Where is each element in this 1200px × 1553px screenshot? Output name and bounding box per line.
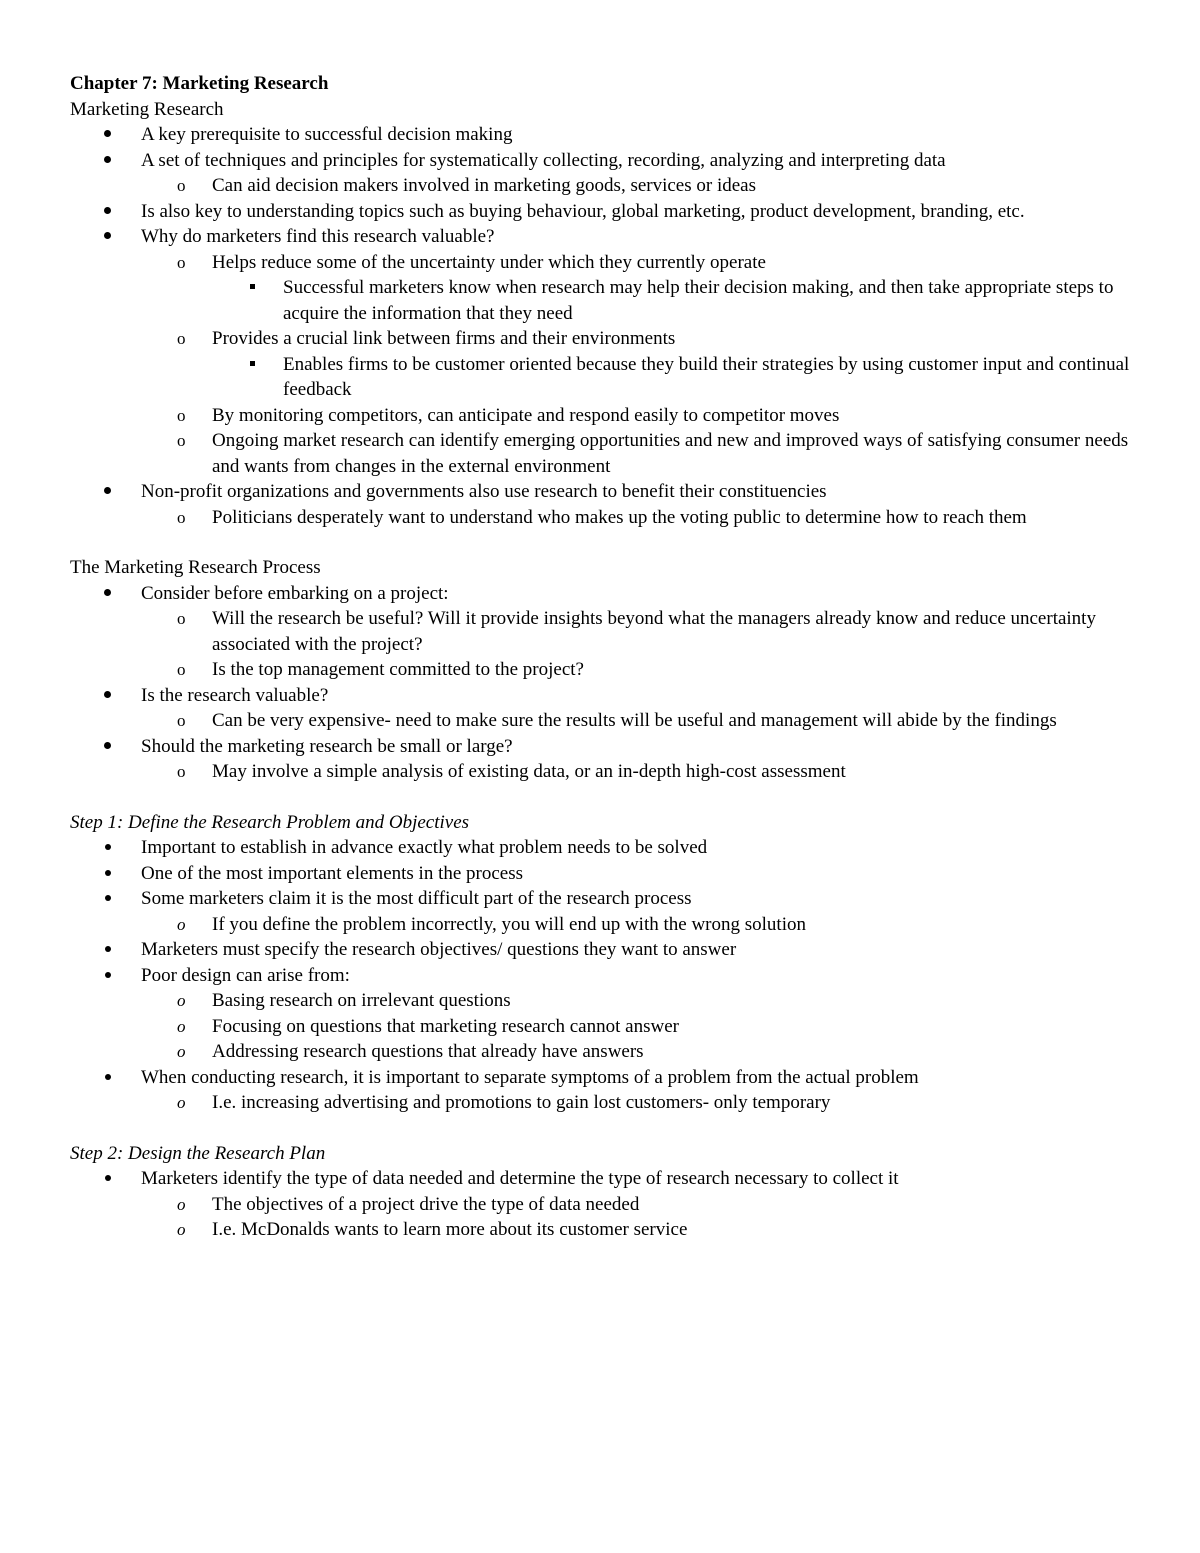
list-item: Consider before embarking on a project: [141,582,449,604]
circle-bullet-icon: o [177,507,186,527]
circle-bullet-icon: o [177,329,186,348]
list-item: o Is the top management committed to the project? [70,657,1130,683]
list-item: One of the most important elements in the process [141,862,524,884]
list-item: Non-profit organizations and governments also use research to benefit their constituencies [141,481,827,502]
list-item: Enables firms to be customer oriented because they build their strategies by using customer input and continual feedback [283,353,1130,400]
circle-bullet-icon: o [177,1220,186,1239]
circle-bullet-icon: o [177,431,186,450]
section-list [70,835,1130,1116]
section-list [70,1166,1130,1243]
spacer [70,785,1130,810]
list-item: Poor design can arise from: [141,964,350,986]
circle-bullet-icon: o [177,1194,186,1214]
section-heading-research-process: The Marketing Research Process [70,557,321,578]
list-item: o Will the research be useful? Will it provide insights beyond what the managers already know and reduce uncertainty associated with the project? [177,608,1096,655]
spacer [70,1116,1130,1141]
circle-bullet-icon: o [177,1016,186,1036]
circle-bullet-icon: o [177,991,186,1010]
list-item: Some marketers claim it is the most difficult part of the research process [141,888,692,909]
list-item: Is also key to understanding topics such as buying behaviour, global marketing, product development, branding, etc. [141,200,1025,222]
list-item: o If you define the problem incorrectly, you will end up with the wrong solution [70,912,1130,938]
list-item: o The objectives of a project drive the type of data needed [70,1192,1130,1218]
list-item: o Can aid decision makers involved in marketing goods, services or ideas [70,173,1130,199]
circle-bullet-icon: o [177,660,186,679]
list-item: Marketers identify the type of data needed and determine the type of research necessary to collect it [141,1168,899,1189]
circle-bullet-icon: o [177,1042,186,1061]
section-list [70,122,1130,530]
circle-bullet-icon: o [177,1093,186,1112]
list-item: Marketers must specify the research objectives/ questions they want to answer [141,939,737,960]
list-item: A key prerequisite to successful decision making [141,124,513,145]
circle-bullet-icon: o [177,711,186,730]
list-item: o Basing research on irrelevant questions [70,988,1130,1014]
list-item: o Helps reduce some of the uncertainty under which they currently operate [70,250,1130,276]
section-heading-marketing-research: Marketing Research [70,98,224,120]
list-item: Should the marketing research be small or large? [141,735,513,757]
list-item: Important to establish in advance exactly what problem needs to be solved [141,837,708,858]
list-item: When conducting research, it is important to separate symptoms of a problem from the actual problem [141,1066,919,1088]
section-list [70,581,1130,785]
list-item: o Ongoing market research can identify emerging opportunities and new and improved ways of satisfying consumer needs and wants from changes in the external environment [177,430,1129,477]
circle-bullet-icon: o [177,762,186,781]
list-item: o I.e. increasing advertising and promotions to gain lost customers- only temporary [70,1090,1130,1116]
chapter-title: Chapter 7: Marketing Research [70,73,329,94]
document-page [70,71,1130,1243]
circle-bullet-icon: o [177,252,186,272]
list-item: o Addressing research questions that already have answers [70,1039,1130,1065]
list-item: o Can be very expensive- need to make sure the results will be useful and management will abide by the findings [70,708,1130,734]
list-item: Is the research valuable? [141,684,329,706]
list-item: o May involve a simple analysis of existing data, or an in-depth high-cost assessment [70,759,1130,785]
circle-bullet-icon: o [177,176,186,195]
circle-bullet-icon: o [177,405,186,425]
list-item: Successful marketers know when research may help their decision making, and then take appropriate steps to acquire the information that they need [283,277,1114,324]
section-heading-step-2: Step 2: Design the Research Plan [70,1142,326,1164]
list-item: o Politicians desperately want to understand who makes up the voting public to determine how to reach them [70,505,1130,531]
spacer [70,530,1130,555]
list-item: o I.e. McDonalds wants to learn more about its customer service [70,1217,1130,1243]
circle-bullet-icon: o [177,914,186,934]
list-item: A set of techniques and principles for systematically collecting, recording, analyzing and interpreting data [141,149,946,171]
list-item: o By monitoring competitors, can anticipate and respond easily to competitor moves [70,403,1130,429]
list-item: o Provides a crucial link between firms and their environments [70,326,1130,352]
list-item: Why do marketers find this research valuable? [141,226,495,247]
list-item: o Focusing on questions that marketing research cannot answer [70,1014,1130,1040]
circle-bullet-icon: o [177,609,186,628]
section-heading-step-1: Step 1: Define the Research Problem and Objectives [70,811,470,833]
